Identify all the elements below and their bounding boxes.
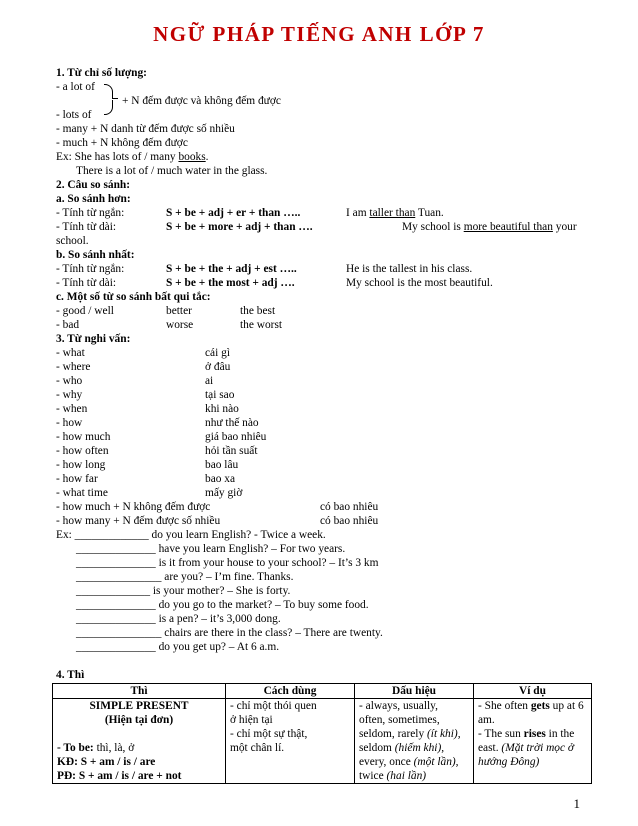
comparative-short-example-underlined: taller than <box>369 207 416 219</box>
sign-line-4-text: seldom <box>359 742 395 754</box>
exercise-line: ______________ have you learn English? – For two years. <box>76 543 346 555</box>
page-number: 1 <box>573 796 580 811</box>
header-tense: Thì <box>53 684 226 699</box>
irregular-heading: c. Một số từ so sánh bất qui tắc: <box>56 291 211 303</box>
example-line-4 <box>478 741 587 755</box>
question-word: - how <box>56 417 83 429</box>
comparative-long-example-underlined: more beautiful than <box>463 221 553 233</box>
exercise-line: ______________ is it from your house to your school? – It’s 3 km <box>76 557 379 569</box>
sign-line-4-italic: (hiếm khi), <box>394 742 445 754</box>
sign-line-6-italic: (hai lần) <box>386 770 427 782</box>
sign-line-4 <box>359 741 469 755</box>
question-word: - what time <box>56 487 108 499</box>
comparative-long-continuation: school. <box>56 235 89 247</box>
negative-label: PĐ: <box>57 770 76 782</box>
tense-table-header-row <box>53 684 592 699</box>
header-example: Ví dụ <box>474 684 592 699</box>
sign-line-3 <box>359 727 469 741</box>
brace-bottom <box>104 100 113 115</box>
tense-name: SIMPLE PRESENT <box>89 700 189 712</box>
exercise-line: _______________ chairs are there in the class? – There are twenty. <box>76 627 383 639</box>
exercise-line: _____________ is your mother? – She is forty. <box>76 585 291 597</box>
how-many-line: - how many + N đếm được số nhiều <box>56 515 221 527</box>
sign-line-6 <box>359 769 469 783</box>
to-be-label: - To be: <box>57 742 94 754</box>
question-word: - who <box>56 375 83 387</box>
question-word-meaning: mấy giờ <box>205 487 243 499</box>
question-word: - what <box>56 347 85 359</box>
many-line: - many + N danh từ đếm được số nhiều <box>56 123 235 135</box>
question-word-meaning: cái gì <box>205 347 230 359</box>
question-word-meaning: tại sao <box>205 389 235 401</box>
comparative-short-example-post: Tuan. <box>415 207 444 219</box>
tense-vietnamese: (Hiện tại đơn) <box>104 714 174 726</box>
example-line-4-text: east. <box>478 742 502 754</box>
sign-line-5-text: every, once <box>359 756 414 768</box>
exercise-line: _______________ are you? – I’m fine. Thanks. <box>76 571 294 583</box>
question-word: - how long <box>56 459 106 471</box>
question-word-meaning: hỏi tần suất <box>205 445 258 457</box>
question-word: - how much <box>56 431 111 443</box>
superlative-long-formula: S + be + the most + adj …. <box>166 277 295 289</box>
irregular-superlative: the best <box>240 305 276 317</box>
usage-line-4: một chân lí. <box>230 742 285 754</box>
example-cell <box>474 699 592 784</box>
question-word-meaning: bao xa <box>205 473 236 485</box>
question-word: - why <box>56 389 83 401</box>
exercise-line: Ex: _____________ do you learn English? - Twice a week. <box>56 529 326 541</box>
brace-nub <box>112 98 118 99</box>
affirmative-line <box>57 755 221 769</box>
question-word: - how far <box>56 473 98 485</box>
comparative-short-example <box>346 206 444 220</box>
tense-cell <box>53 699 226 784</box>
comparative-long-label: - Tính từ dài: <box>56 221 117 233</box>
usage-line-3: - chỉ một sự thật, <box>230 728 308 740</box>
usage-line-2: ở hiện tại <box>230 714 273 726</box>
sign-line-5 <box>359 755 469 769</box>
example-line-1 <box>478 699 587 713</box>
superlative-long-example: My school is the most beautiful. <box>346 277 493 289</box>
comparative-short-formula: S + be + adj + er + than ….. <box>166 207 301 219</box>
superlative-short-label: - Tính từ ngắn: <box>56 263 125 275</box>
section-4-heading: 4. Thì <box>56 669 85 681</box>
header-signs: Dấu hiệu <box>355 684 474 699</box>
comparative-long-formula: S + be + more + adj + than …. <box>166 221 313 233</box>
brace-note: + N đếm được và không đếm được <box>122 95 281 107</box>
section-2-heading: 2. Câu so sánh: <box>56 179 131 191</box>
comparative-heading: a. So sánh hơn: <box>56 193 131 205</box>
irregular-superlative: the worst <box>240 319 283 331</box>
example-line-2: am. <box>478 714 495 726</box>
example-line-3-text: - The sun <box>478 728 524 740</box>
a-lot-of-line: - a lot of <box>56 81 95 93</box>
sign-line-6-text: twice <box>359 770 387 782</box>
question-word-meaning: như thế nào <box>205 417 259 429</box>
example-line-3-bold: rises <box>523 728 546 740</box>
comparative-short-example-pre: I am <box>346 207 370 219</box>
negative-line <box>57 769 221 783</box>
exercise-line: ______________ do you go to the market? – To buy some food. <box>76 599 369 611</box>
superlative-short-example: He is the tallest in his class. <box>346 263 473 275</box>
example-line-5: hướng Đông) <box>478 756 540 768</box>
how-much-line: - how much + N không đếm được <box>56 501 211 513</box>
how-many-meaning: có bao nhiêu <box>320 515 379 527</box>
example-line-4-italic: (Mặt trời mọc ở <box>501 742 574 754</box>
tense-table <box>52 683 592 784</box>
example-1-underlined: books <box>178 151 206 163</box>
question-word-meaning: bao lâu <box>205 459 239 471</box>
question-word: - how often <box>56 445 109 457</box>
example-line-1-bold: gets <box>530 700 550 712</box>
much-line: - much + N không đếm được <box>56 137 188 149</box>
question-word-meaning: giá bao nhiêu <box>205 431 267 443</box>
comparative-long-example-pre: My school is <box>402 221 464 233</box>
question-word-meaning: khi nào <box>205 403 239 415</box>
negative-text: S + am / is / are + not <box>75 770 182 782</box>
to-be-line <box>57 741 221 755</box>
superlative-long-label: - Tính từ dài: <box>56 277 117 289</box>
question-word-meaning: ở đâu <box>205 361 231 373</box>
example-line-1-end: up at 6 <box>549 700 584 712</box>
example-1-text: Ex: She has lots of / many <box>56 151 179 163</box>
brace-top <box>104 84 113 99</box>
irregular-word: - bad <box>56 319 80 331</box>
question-word-meaning: ai <box>205 375 214 387</box>
comparative-short-label: - Tính từ ngắn: <box>56 207 125 219</box>
affirmative-label: KĐ: <box>57 756 78 768</box>
to-be-text: thì, là, ở <box>93 742 135 754</box>
section-1-heading: 1. Từ chỉ số lượng: <box>56 67 147 79</box>
example-1 <box>56 150 209 164</box>
sign-line-1: - always, usually, <box>359 700 438 712</box>
question-word: - when <box>56 403 88 415</box>
irregular-comparative: worse <box>166 319 194 331</box>
sign-line-3-text: seldom, rarely <box>359 728 428 740</box>
example-line-3 <box>478 727 587 741</box>
sign-line-2: often, sometimes, <box>359 714 440 726</box>
irregular-word: - good / well <box>56 305 114 317</box>
tense-table-row <box>53 699 592 784</box>
superlative-heading: b. So sánh nhất: <box>56 249 135 261</box>
comparative-long-example <box>402 220 577 234</box>
usage-line-1: - chỉ một thói quen <box>230 700 317 712</box>
page-title: NGỮ PHÁP TIẾNG ANH LỚP 7 <box>153 22 485 46</box>
affirmative-text: S + am / is / are <box>77 756 156 768</box>
sign-line-3-italic: (ít khi), <box>427 728 461 740</box>
signs-cell <box>355 699 474 784</box>
example-2: There is a lot of / much water in the glass. <box>76 165 268 177</box>
section-3-heading: 3. Từ nghi vấn: <box>56 333 131 345</box>
superlative-short-formula: S + be + the + adj + est ….. <box>166 263 297 275</box>
comparative-long-example-post: your <box>552 221 577 233</box>
example-1-end: . <box>205 151 209 163</box>
example-line-1-text: - She often <box>478 700 531 712</box>
sign-line-5-italic: (một lần), <box>413 756 459 768</box>
lots-of-line: - lots of <box>56 109 92 121</box>
exercise-line: ______________ do you get up? – At 6 a.m. <box>76 641 280 653</box>
usage-cell <box>226 699 355 784</box>
exercise-line: ______________ is a pen? – it’s 3,000 dong. <box>76 613 281 625</box>
irregular-comparative: better <box>166 305 192 317</box>
header-usage: Cách dùng <box>226 684 355 699</box>
how-much-meaning: có bao nhiêu <box>320 501 379 513</box>
question-word: - where <box>56 361 91 373</box>
example-line-3-end: in the <box>545 728 575 740</box>
